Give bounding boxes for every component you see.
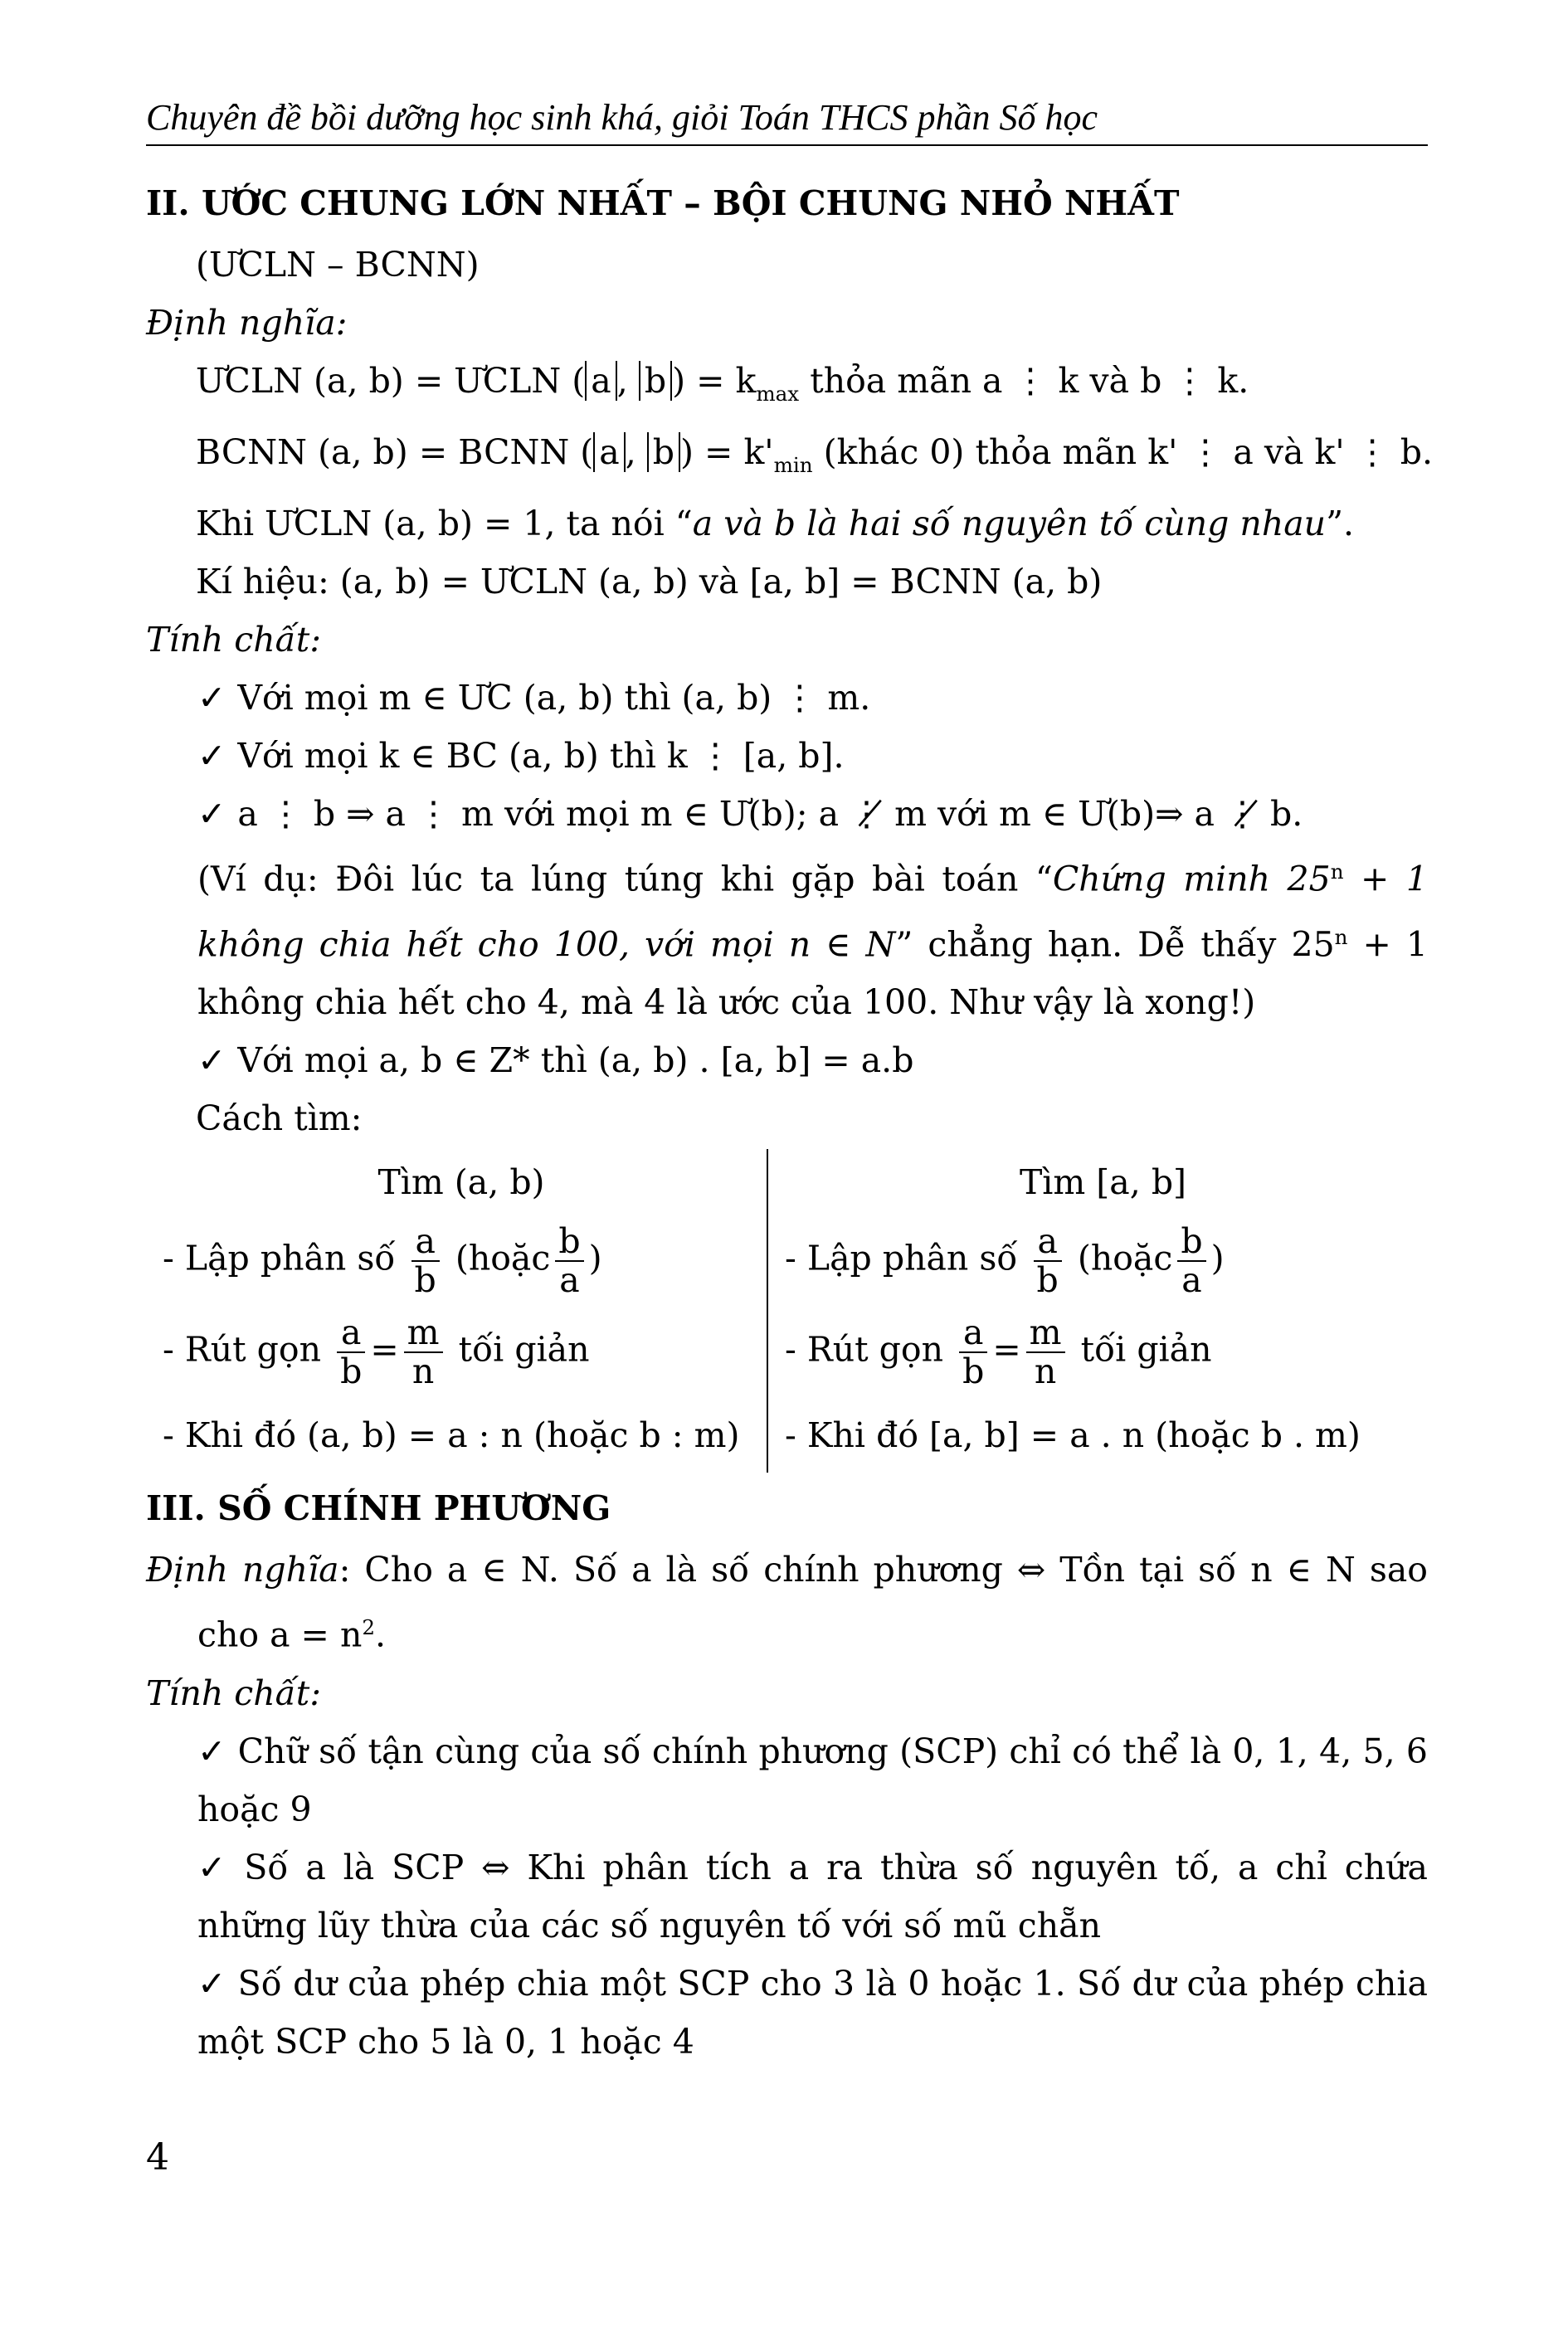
gcd-subscript: max bbox=[756, 382, 800, 406]
step-text: (hoặc bbox=[455, 1238, 551, 1278]
property-item bbox=[146, 1955, 1428, 2071]
abs-a: a bbox=[593, 432, 625, 472]
step-text: - Lập phân số bbox=[785, 1238, 1018, 1278]
lcm-lhs: BCNN (a, b) = BCNN ( bbox=[196, 432, 594, 472]
property-item bbox=[146, 669, 1428, 727]
fraction bbox=[337, 1312, 365, 1392]
check-icon: ✓ bbox=[197, 1040, 226, 1081]
fraction-denominator: n bbox=[1034, 1351, 1057, 1392]
lcm-sep: , bbox=[625, 432, 647, 472]
property-item bbox=[146, 1722, 1428, 1838]
abs-b: b bbox=[647, 432, 680, 472]
equals-sign: = bbox=[992, 1329, 1021, 1370]
step-text: (hoặc bbox=[1077, 1238, 1173, 1278]
lcm-rhs: ) = k' bbox=[680, 432, 774, 472]
property-text: Với mọi m ∈ ƯC (a, b) thì (a, b) ⋮ m. bbox=[237, 678, 871, 718]
example-italic: Chứng minh 25 bbox=[1052, 859, 1331, 899]
page-number: 4 bbox=[146, 2136, 169, 2179]
table-row bbox=[146, 1398, 1428, 1473]
step-text: tối giản bbox=[1080, 1329, 1212, 1370]
coprime-after: ”. bbox=[1326, 504, 1355, 543]
step-text: - Lập phân số bbox=[163, 1238, 396, 1278]
gcd-definition bbox=[146, 352, 1428, 423]
fraction bbox=[411, 1221, 440, 1301]
fraction-denominator: n bbox=[411, 1351, 435, 1392]
definition-label: Định nghĩa: bbox=[146, 303, 348, 343]
example-italic: + 1 không chia hết cho 100, với mọi n ∈ N bbox=[197, 859, 1428, 965]
coprime-italic: a và b là hai số nguyên tố cùng nhau bbox=[692, 504, 1327, 543]
check-icon: ✓ bbox=[197, 1731, 226, 1771]
method-table bbox=[146, 1149, 1428, 1473]
right-step-3: - Khi đó [a, b] = a . n (hoặc b . m) bbox=[785, 1415, 1361, 1456]
check-icon: ✓ bbox=[197, 1847, 233, 1887]
property-item bbox=[146, 1838, 1428, 1955]
abs-b: b bbox=[639, 361, 672, 401]
right-step-1 bbox=[767, 1215, 1428, 1307]
property-text: Chữ số tận cùng của số chính phương (SCP) chỉ có thể là 0, 1, 4, 5, 6 hoặc 9 bbox=[197, 1731, 1429, 1829]
definition-end: . bbox=[375, 1614, 387, 1655]
scp-definition bbox=[146, 1541, 1428, 1664]
lcm-subscript: min bbox=[773, 453, 813, 477]
gcd-lhs: ƯCLN (a, b) = ƯCLN ( bbox=[196, 361, 586, 401]
fraction bbox=[555, 1221, 583, 1301]
step-text: - Rút gọn bbox=[785, 1329, 944, 1370]
notation: Kí hiệu: (a, b) = ƯCLN (a, b) và [a, b] = BCNN (a, b) bbox=[196, 562, 1103, 601]
fraction-numerator: b bbox=[1177, 1225, 1205, 1262]
fraction-numerator: a bbox=[959, 1316, 987, 1353]
property-item bbox=[146, 785, 1428, 843]
definition-exponent: 2 bbox=[362, 1615, 376, 1640]
left-column-header: Tìm (a, b) bbox=[146, 1149, 767, 1215]
property-item bbox=[146, 1031, 1428, 1089]
step-text: - Rút gọn bbox=[163, 1329, 322, 1370]
definition-label: Định nghĩa bbox=[146, 1550, 339, 1590]
fraction-numerator: m bbox=[404, 1316, 443, 1353]
fraction-denominator: a bbox=[1181, 1260, 1202, 1301]
right-column-header: Tìm [a, b] bbox=[1019, 1162, 1187, 1203]
table-row bbox=[146, 1149, 1428, 1215]
fraction-denominator: b bbox=[962, 1351, 985, 1392]
section-2-subtitle: (ƯCLN – BCNN) bbox=[196, 245, 480, 285]
page-content bbox=[146, 174, 1433, 2071]
gcd-sep: , bbox=[616, 361, 639, 401]
coprime-before: Khi ƯCLN (a, b) = 1, ta nói “ bbox=[196, 504, 693, 543]
lcm-definition bbox=[146, 423, 1433, 494]
property-text: Với mọi a, b ∈ Z* thì (a, b) . [a, b] = a.b bbox=[237, 1040, 914, 1081]
fraction-denominator: b bbox=[1036, 1260, 1059, 1301]
property-item bbox=[146, 727, 1428, 785]
properties-label: Tính chất: bbox=[146, 620, 322, 660]
fraction bbox=[1034, 1221, 1062, 1301]
right-step-2 bbox=[767, 1307, 1428, 1398]
running-header: Chuyên đề bồi dưỡng học sinh khá, giỏi Toán THCS phần Số học bbox=[146, 97, 1098, 138]
property-text: Với mọi k ∈ BC (a, b) thì k ⋮ [a, b]. bbox=[237, 736, 845, 776]
fraction bbox=[404, 1312, 443, 1392]
left-step-2 bbox=[146, 1307, 767, 1398]
fraction bbox=[1026, 1312, 1065, 1392]
coprime-statement bbox=[146, 494, 1428, 553]
fraction-numerator: a bbox=[337, 1316, 365, 1353]
example-suffix: + 1 không chia hết cho 4, mà 4 là ước của 100. Như vậy là xong!) bbox=[197, 924, 1428, 1023]
check-icon: ✓ bbox=[197, 736, 226, 776]
check-icon: ✓ bbox=[197, 1963, 226, 2004]
fraction-denominator: b bbox=[414, 1260, 436, 1301]
step-text: ) bbox=[588, 1238, 602, 1278]
property-text: a ⋮ b ⇒ a ⋮ m với mọi m ∈ Ư(b); a ⋮̸ m với m ∈ Ư(b)⇒ a ⋮̸ b. bbox=[237, 794, 1303, 834]
fraction-denominator: b bbox=[340, 1351, 363, 1392]
gcd-rhs: ) = k bbox=[672, 361, 757, 401]
left-step-1 bbox=[146, 1215, 767, 1307]
step-text: tối giản bbox=[458, 1329, 590, 1370]
fraction bbox=[1177, 1221, 1205, 1301]
fraction-numerator: m bbox=[1026, 1316, 1065, 1353]
fraction-numerator: b bbox=[555, 1225, 583, 1262]
equals-sign: = bbox=[370, 1329, 399, 1370]
header-rule bbox=[146, 144, 1428, 146]
property-text: Số dư của phép chia một SCP cho 3 là 0 hoặc 1. Số dư của phép chia một SCP cho 5 là 0, 1 hoặc 4 bbox=[197, 1963, 1428, 2062]
definition-text: : Cho a ∈ N. Số a là số chính phương ⇔ Tồn tại số n ∈ N sao cho a = n bbox=[197, 1550, 1428, 1655]
section-3-title: III. SỐ CHÍNH PHƯƠNG bbox=[146, 1488, 611, 1529]
left-step-3: - Khi đó (a, b) = a : n (hoặc b : m) bbox=[146, 1398, 767, 1473]
fraction-numerator: a bbox=[411, 1225, 440, 1262]
fraction-denominator: a bbox=[559, 1260, 580, 1301]
check-icon: ✓ bbox=[197, 794, 226, 834]
table-row bbox=[146, 1307, 1428, 1398]
step-text: ) bbox=[1210, 1238, 1225, 1278]
property-text: Số a là SCP ⇔ Khi phân tích a ra thừa số nguyên tố, a chỉ chứa những lũy thừa của các số nguyên tố với số mũ chẵn bbox=[197, 1847, 1428, 1945]
method-label: Cách tìm: bbox=[196, 1098, 363, 1139]
check-icon: ✓ bbox=[197, 678, 226, 718]
gcd-tail: thỏa mãn a ⋮ k và b ⋮ k. bbox=[810, 361, 1249, 401]
lcm-tail: (khác 0) thỏa mãn k' ⋮ a và k' ⋮ b. bbox=[823, 432, 1433, 472]
properties-label: Tính chất: bbox=[146, 1673, 322, 1713]
example-paragraph bbox=[146, 843, 1428, 1031]
example-middle: ” chẳng hạn. Dễ thấy 25 bbox=[895, 924, 1335, 965]
section-2-title: II. ƯỚC CHUNG LỚN NHẤT – BỘI CHUNG NHỎ NHẤT bbox=[146, 183, 1180, 223]
example-exponent: n bbox=[1334, 924, 1348, 949]
abs-a: a bbox=[585, 361, 616, 401]
example-exponent: n bbox=[1330, 859, 1344, 884]
table-row bbox=[146, 1215, 1428, 1307]
fraction-numerator: a bbox=[1034, 1225, 1062, 1262]
example-prefix: (Ví dụ: Đôi lúc ta lúng túng khi gặp bài toán “ bbox=[197, 859, 1053, 899]
fraction bbox=[959, 1312, 987, 1392]
